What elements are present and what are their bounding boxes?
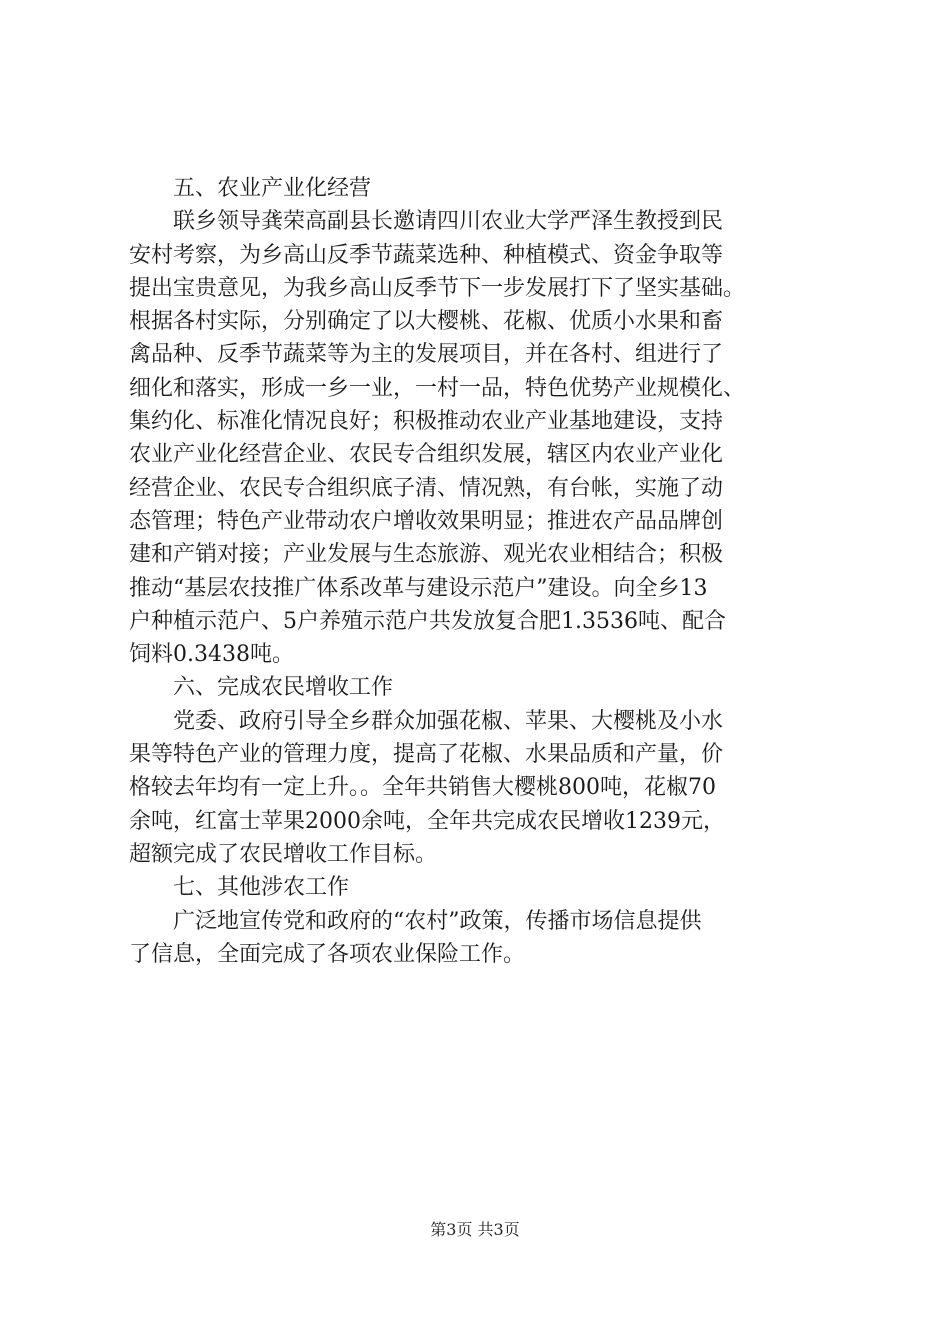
text-line: 态管理；特色产业带动农户增收效果明显；推进农产品品牌创	[129, 508, 724, 534]
document-body	[129, 172, 829, 971]
text-line: 农业产业化经营企业、农民专合组织发展，辖区内农业产业化	[129, 442, 724, 468]
text-line: 禽品种、反季节蔬菜等为主的发展项目，并在各村、组进行了	[129, 342, 724, 368]
text-line: 五、农业产业化经营	[173, 176, 372, 201]
page-footer: 第3页 共3页	[430, 1220, 520, 1239]
text-line: 提出宝贵意见，为我乡高山反季节下一步发展打下了坚实基础。	[129, 275, 746, 301]
text-line: 根据各村实际，分别确定了以大樱桃、花椒、优质小水果和畜	[129, 309, 724, 335]
text-line: 七、其他涉农工作	[173, 875, 350, 901]
text-line: 广泛地宣传党和政府的“农村”政策，传播市场信息提供	[173, 908, 702, 934]
text-line: 安村考察，为乡高山反季节蔬菜选种、种植模式、资金争取等	[129, 242, 724, 268]
text-line: 推动“基层农技推广体系改革与建设示范户”建设。向全乡13	[129, 575, 708, 601]
text-line: 党委、政府引导全乡群众加强花椒、苹果、大樱桃及小水	[173, 708, 724, 734]
text-line: 了信息，全面完成了各项农业保险工作。	[129, 941, 526, 967]
text-line: 建和产销对接；产业发展与生态旅游、观光农业相结合；积极	[129, 542, 724, 568]
text-line: 细化和落实，形成一乡一业，一村一品，特色优势产业规模化、	[129, 375, 746, 401]
text-line: 超额完成了农民增收工作目标。	[129, 841, 438, 867]
text-line: 户种植示范户、5户养殖示范户共发放复合肥1.3536吨、配合	[129, 608, 726, 634]
text-line: 六、完成农民增收工作	[173, 675, 394, 701]
text-line: 联乡领导龚荣高副县长邀请四川农业大学严泽生教授到民	[173, 209, 724, 235]
text-line: 果等特色产业的管理力度，提高了花椒、水果品质和产量，价	[129, 742, 724, 768]
text-line: 经营企业、农民专合组织底子清、情况熟，有台帐，实施了动	[129, 475, 724, 501]
text-line: 格较去年均有一定上升。。全年共销售大樱桃800吨，花椒70	[129, 775, 716, 801]
text-line: 余吨，红富士苹果2000余吨，全年共完成农民增收1239元，	[129, 808, 725, 834]
text-line: 饲料0.3438吨。	[129, 642, 294, 668]
text-line: 集约化、标准化情况良好；积极推动农业产业基地建设，支持	[129, 409, 724, 435]
